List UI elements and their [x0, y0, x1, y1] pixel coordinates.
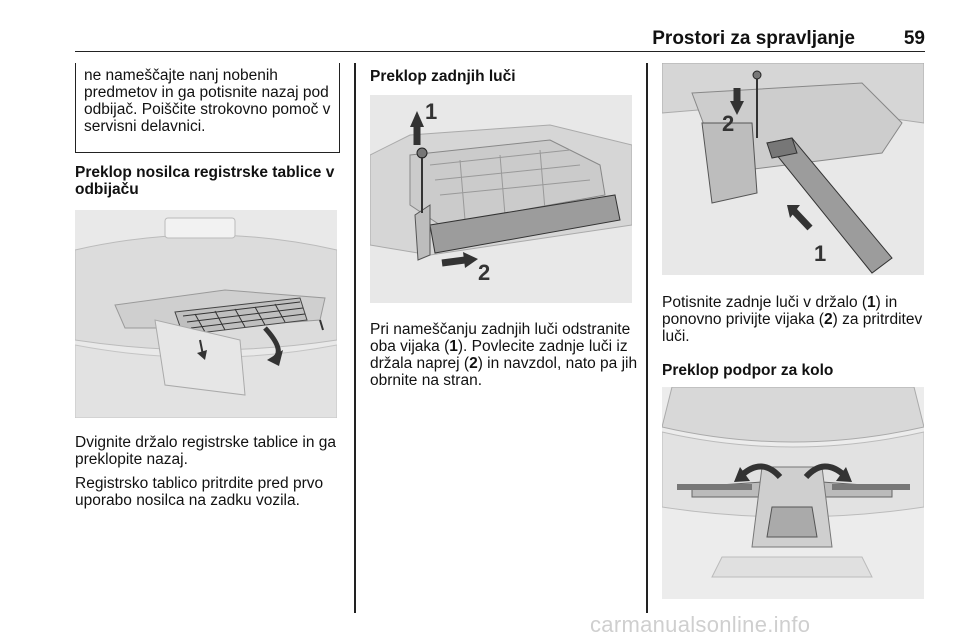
- callout-2: 2: [478, 260, 491, 285]
- column-divider-2: [646, 63, 648, 613]
- page-number: 59: [903, 28, 925, 49]
- warning-text: ne nameščajte nanj nobenih predmetov in ga potisnite nazaj pod odbijač. Poiščite strokovno pomoč v servisni delavnici.: [84, 67, 331, 135]
- callout-2: 2: [722, 111, 735, 136]
- paragraph-attach-plate: Registrsko tablico pritrdite pred prvo uporabo nosilca na zadku vozila.: [75, 475, 324, 509]
- page-title: Prostori za spravljanje: [652, 28, 855, 49]
- warning-box: [75, 63, 340, 153]
- section-heading-bike-supports: Preklop podpor za kolo: [662, 362, 834, 379]
- callout-1: 1: [814, 241, 827, 266]
- paragraph-insert-lights: Potisnite zadnje luči v držalo (1) in ponovno privijte vijaka (2) za pritrditev luči.: [662, 294, 923, 345]
- paragraph-lift-holder: Dvignite držalo registrske tablice in ga preklopite nazaj.: [75, 434, 337, 468]
- ref-bold-1: 1: [867, 294, 876, 311]
- section-heading-license-plate: Preklop nosilca registrske tablice v odbijaču: [75, 164, 335, 198]
- ref-bold-2: 2: [823, 311, 833, 328]
- figure-bike-supports: [662, 387, 924, 599]
- license-plate-illustration: [75, 210, 337, 418]
- paragraph-remove-lights: Pri nameščanju zadnjih luči odstranite oba vijaka (1). Povlecite zadnje luči iz držala naprej (2) in navzdol, nato pa jih obrnite na stran.: [370, 321, 638, 389]
- figure-insert-rear-lights: [662, 63, 924, 275]
- ref-bold-2: 2: [469, 355, 478, 372]
- column-divider-1: [354, 63, 356, 613]
- section-heading-rear-lights: Preklop zadnjih luči: [370, 68, 516, 85]
- figure-license-plate-holder: [75, 210, 337, 418]
- page-header: [75, 28, 925, 52]
- figure-remove-rear-lights: [370, 95, 632, 303]
- bike-supports-illustration: [662, 387, 924, 599]
- rear-lights-insert-illustration: [662, 63, 924, 275]
- watermark-text: carmanualsonline.info: [590, 612, 811, 637]
- rear-lights-removal-illustration: [370, 95, 632, 303]
- ref-bold-1: 1: [449, 338, 458, 355]
- callout-1: 1: [425, 99, 438, 124]
